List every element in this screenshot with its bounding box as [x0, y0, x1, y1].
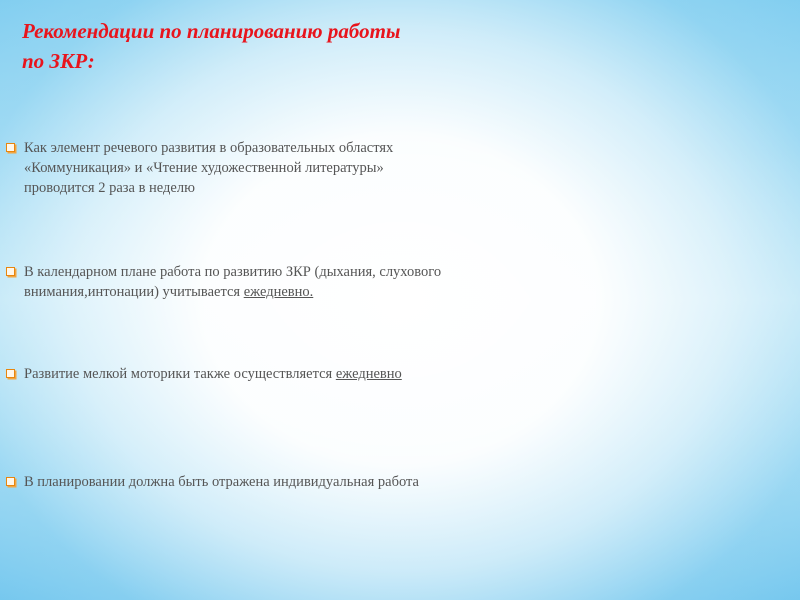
bullet-item [6, 262, 566, 302]
checkbox-square-icon [6, 267, 15, 276]
emphasis-daily: ежедневно. [243, 284, 314, 300]
slide-title-line-1: Рекомендации по планированию работы [22, 19, 401, 43]
emphasis-daily: ежедневно [335, 366, 402, 382]
bullet-item [6, 472, 566, 492]
bullet-text [24, 364, 566, 384]
bullet-item [6, 138, 566, 198]
checkbox-square-icon [6, 369, 15, 378]
bullet-line: Как элемент речевого развития в образовательных областях [24, 140, 394, 156]
slide-title [22, 16, 542, 76]
bullet-line-prefix: внимания,интонации) учитывается [24, 284, 244, 300]
checkbox-square-icon [6, 143, 15, 152]
bullet-text: В планировании должна быть отражена индивидуальная работа [24, 474, 419, 490]
bullet-line-prefix: Развитие мелкой моторики также осуществляется [24, 366, 336, 382]
bullet-item [6, 364, 566, 384]
bullet-text [24, 138, 566, 198]
bullet-line: проводится 2 раза в неделю [24, 180, 195, 196]
checkbox-square-icon [6, 477, 15, 486]
slide-title-line-2: по ЗКР: [22, 49, 95, 73]
bullet-line: «Коммуникация» и «Чтение художественной литературы» [24, 160, 384, 176]
bullet-line: В календарном плане работа по развитию ЗКР (дыхания, слухового [24, 264, 442, 280]
bullet-text [24, 262, 566, 302]
